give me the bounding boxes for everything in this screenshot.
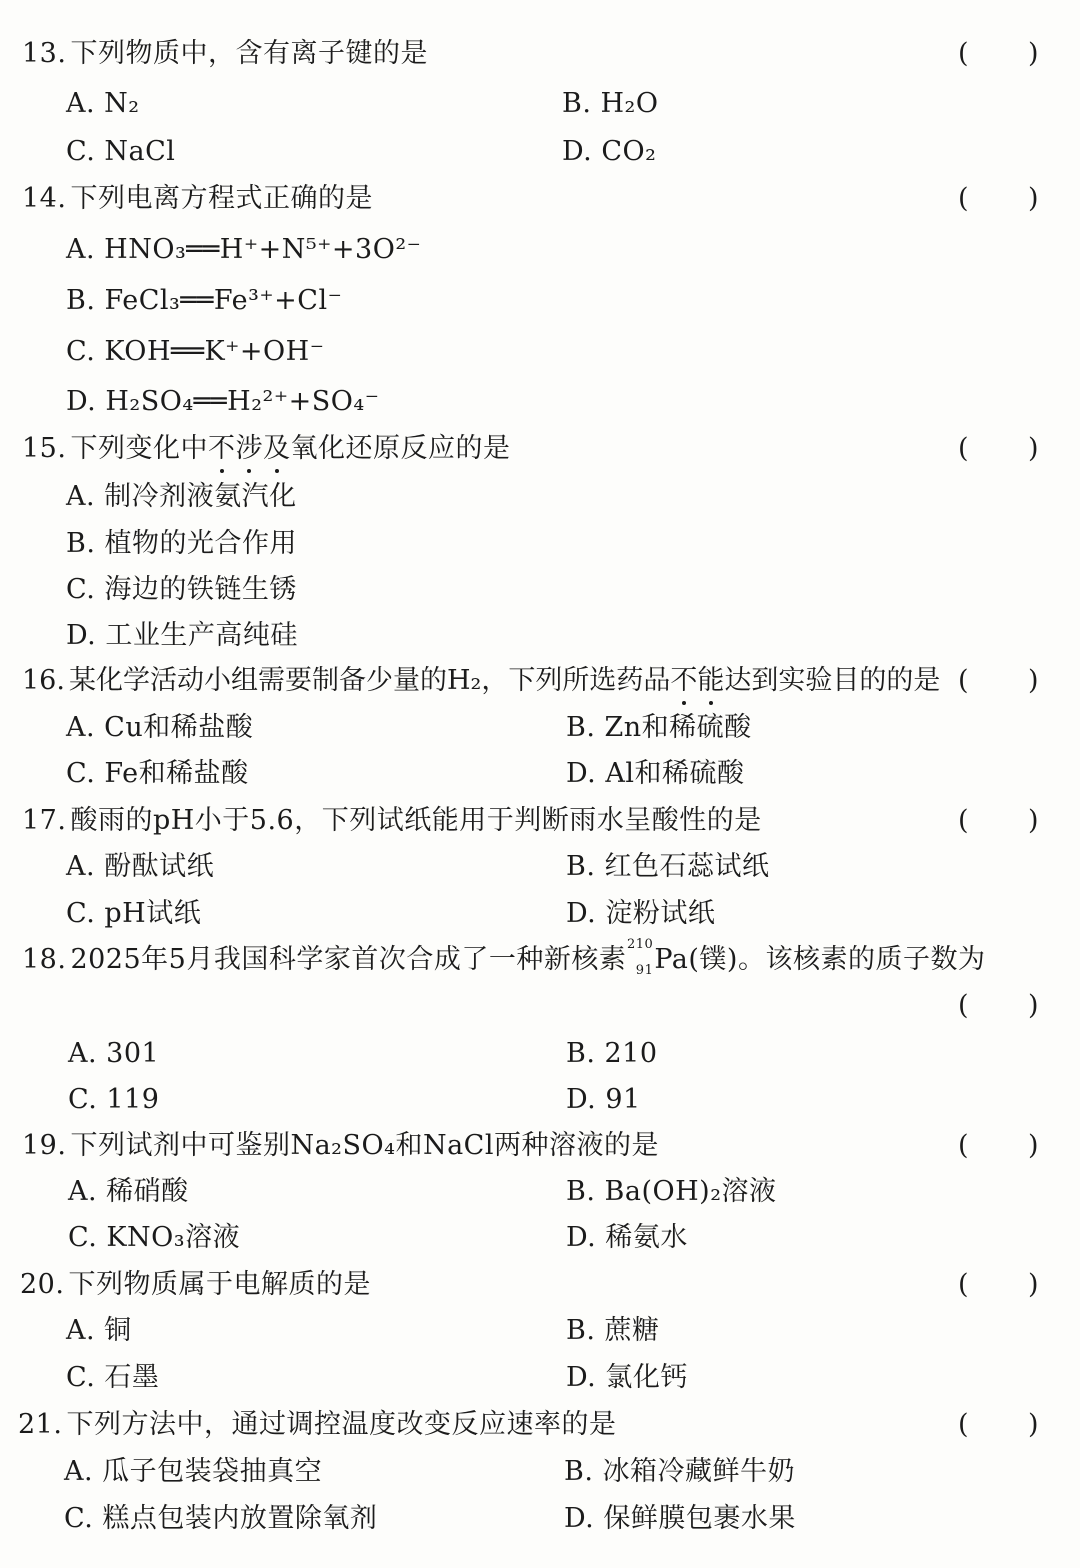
mass-number: 210 — [627, 937, 654, 952]
q17-option-b[interactable]: B. 红色石蕊试纸 — [566, 851, 770, 882]
q13-stem-line — [22, 38, 428, 70]
q14-stem-line — [22, 183, 373, 215]
q16-option-a[interactable]: A. Cu和稀盐酸 — [66, 712, 254, 743]
q18-option-c[interactable]: C. 119 — [68, 1084, 160, 1115]
q15-option-a[interactable]: A. 制冷剂液氨汽化 — [66, 481, 297, 512]
q19-option-a[interactable]: A. 稀硝酸 — [68, 1176, 189, 1207]
q13-option-b[interactable]: B. H₂O — [562, 88, 659, 119]
q15-option-c[interactable]: C. 海边的铁链生锈 — [66, 574, 297, 605]
q13-option-a[interactable]: A. N₂ — [66, 88, 140, 119]
q15-stem-part1: 下列变化中 — [70, 433, 208, 464]
q15-stem-line — [22, 433, 510, 465]
q13-option-c[interactable]: C. NaCl — [66, 136, 176, 167]
q15-emphasis-char: 及 — [262, 433, 291, 464]
q19-stem-line — [22, 1130, 659, 1162]
q16-option-d[interactable]: D. Al和稀硫酸 — [566, 758, 745, 789]
q15-stem-part2: 氧化还原反应的是 — [290, 433, 511, 464]
q20-stem-line — [20, 1269, 371, 1301]
q21-option-d[interactable]: D. 保鲜膜包裹水果 — [564, 1503, 796, 1534]
q17-option-a[interactable]: A. 酚酞试纸 — [66, 851, 215, 882]
q14-stem: 下列电离方程式正确的是 — [70, 183, 373, 214]
q19-option-d[interactable]: D. 稀氨水 — [566, 1222, 688, 1253]
q17-number: 17. — [22, 805, 67, 836]
q16-number: 16. — [22, 665, 65, 696]
q20-option-d[interactable]: D. 氯化钙 — [566, 1362, 688, 1393]
q15-number: 15. — [22, 433, 67, 464]
q19-number: 19. — [22, 1130, 67, 1161]
nuclide-notation — [626, 937, 654, 978]
exam-page: 13. 下列物质中，含有离子键的是 ( ) A. N₂ B. H₂O C. NaCl D. CO₂ 14. 下列电离方程式正确的是 ( ) A. HNO₃══H⁺+N⁵⁺+3O²⁻ B. FeCl₃══Fe³⁺+Cl⁻ C. KOH══K⁺+OH⁻ D. H₂SO₄══H₂²⁺+SO₄⁻ 15. 下列变化中不涉及氧化还原反应的是 ( ) A. 制冷剂液氨汽化 B. 植物的光合作用 C. 海边的铁链生锈 D. 工业生产高纯硅 16. 某化学活动小组需要制备少量的H₂，下列所选药品不能达到实验目的的是 ( ) A. Cu和稀盐酸 B. Zn和稀硫酸 C. Fe和稀盐酸 D. Al和稀硫酸 17. 酸雨的pH小于5.6，下列试纸能用于判断雨水呈酸性的是 ( ) A. 酚酞试纸 B. 红色石蕊试纸 C. pH试纸 D. 淀粉试纸 18. 2025年5月我国科学家首次合成了一种新核素 210 91 Pa(镤)。该核素的质子数为 ( ) A. 301 B. 210 C. 119 D. 91 19. 下列试剂中可鉴别Na₂SO₄和NaCl两种溶液的是 ( ) A. 稀硝酸 B. Ba(OH)₂溶液 C. KNO₃溶液 D. 稀氨水 20. 下列物质属于电解质的是 ( ) A. 铜 B. 蔗糖 C. 石墨 D. 氯化钙 21. 下列方法中，通过调控温度改变反应速率的是 ( ) A. 瓜子包装袋抽真空 B. 冰箱冷藏鲜牛奶 C. 糕点包装内放置除氧剂 D. 保鲜膜包裹水果 — [18, 38, 1039, 1534]
q16-stem-part1: 某化学活动小组需要制备少量的H₂，下列所选药品 — [68, 665, 671, 696]
q14-option-a[interactable]: A. HNO₃══H⁺+N⁵⁺+3O²⁻ — [66, 234, 422, 265]
q17-stem: 酸雨的pH小于5.6，下列试纸能用于判断雨水呈酸性的是 — [70, 805, 762, 836]
q19-stem: 下列试剂中可鉴别Na₂SO₄和NaCl两种溶液的是 — [70, 1130, 659, 1161]
atomic-number: 91 — [635, 963, 654, 978]
q18-option-d[interactable]: D. 91 — [566, 1084, 641, 1115]
q16-stem-line — [22, 665, 940, 697]
q20-number: 20. — [20, 1269, 65, 1300]
q16-option-b[interactable]: B. Zn和稀硫酸 — [566, 712, 752, 743]
q21-option-a[interactable]: A. 瓜子包装袋抽真空 — [64, 1456, 323, 1487]
q14-option-c[interactable]: C. KOH══K⁺+OH⁻ — [66, 336, 325, 367]
q18-number: 18. — [22, 944, 67, 975]
q20-option-c[interactable]: C. 石墨 — [66, 1362, 160, 1393]
q21-option-c[interactable]: C. 糕点包装内放置除氧剂 — [64, 1503, 378, 1534]
q19-option-b[interactable]: B. Ba(OH)₂溶液 — [566, 1176, 777, 1207]
q21-stem-line — [18, 1409, 616, 1441]
q18-stem-line — [22, 937, 986, 978]
q20-option-b[interactable]: B. 蔗糖 — [566, 1315, 660, 1346]
q14-option-d[interactable]: D. H₂SO₄══H₂²⁺+SO₄⁻ — [66, 386, 380, 417]
q17-option-c[interactable]: C. pH试纸 — [66, 898, 202, 929]
q19-option-c[interactable]: C. KNO₃溶液 — [68, 1222, 241, 1253]
q21-stem: 下列方法中，通过调控温度改变反应速率的是 — [66, 1409, 617, 1440]
q15-option-b[interactable]: B. 植物的光合作用 — [66, 528, 298, 559]
q16-emphasis-char: 不 — [670, 665, 698, 696]
q13-number: 13. — [22, 38, 67, 69]
q18-option-a[interactable]: A. 301 — [68, 1038, 160, 1069]
q16-stem-part2: 达到实验目的的是 — [724, 665, 941, 696]
q15-emphasis-char: 不 — [207, 433, 236, 464]
q13-option-d[interactable]: D. CO₂ — [562, 136, 657, 167]
q18-stem-part1: 2025年5月我国科学家首次合成了一种新核素 — [70, 944, 627, 975]
q15-emphasis-char: 涉 — [235, 433, 263, 464]
q14-option-b[interactable]: B. FeCl₃══Fe³⁺+Cl⁻ — [66, 285, 343, 316]
q20-option-a[interactable]: A. 铜 — [66, 1315, 132, 1346]
q20-stem: 下列物质属于电解质的是 — [68, 1269, 371, 1300]
q16-emphasis-char: 能 — [697, 665, 725, 696]
q21-option-b[interactable]: B. 冰箱冷藏鲜牛奶 — [564, 1456, 796, 1487]
q14-number: 14. — [22, 183, 67, 214]
q16-option-c[interactable]: C. Fe和稀盐酸 — [66, 758, 249, 789]
q15-option-d[interactable]: D. 工业生产高纯硅 — [66, 620, 298, 651]
q18-stem-part2: Pa(镤)。该核素的质子数为 — [654, 944, 986, 975]
q17-stem-line — [22, 805, 762, 837]
q18-option-b[interactable]: B. 210 — [566, 1038, 658, 1069]
q13-stem: 下列物质中，含有离子键的是 — [70, 38, 428, 69]
q17-option-d[interactable]: D. 淀粉试纸 — [566, 898, 716, 929]
q21-number: 21. — [18, 1409, 63, 1440]
